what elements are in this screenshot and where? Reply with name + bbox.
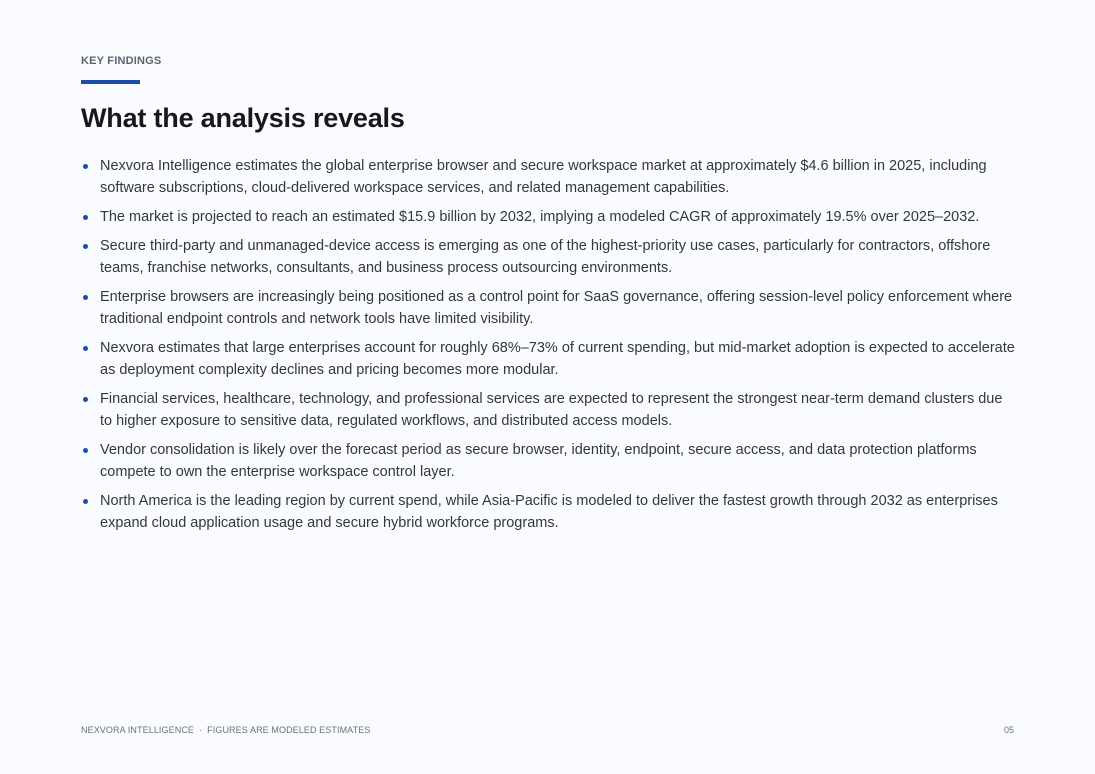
bullet-icon <box>83 244 88 249</box>
bullet-icon <box>83 295 88 300</box>
finding-text: Secure third-party and unmanaged-device access is emerging as one of the highest-priority use cases, particularly for contractors, offshore teams, franchise networks, consultants, and business process outsourcing environments. <box>100 238 991 276</box>
footer-note: FIGURES ARE MODELED ESTIMATES <box>207 725 371 735</box>
finding-text: North America is the leading region by current spend, while Asia-Pacific is modeled to deliver the fastest growth through 2032 as enterprises expand cloud application usage and secure hybrid workforce programs. <box>100 493 998 531</box>
section-accent-rule <box>81 80 140 84</box>
bullet-icon <box>83 215 88 220</box>
bullet-icon <box>83 164 88 169</box>
page-number: 05 <box>1003 725 1014 735</box>
finding-text: Nexvora Intelligence estimates the global enterprise browser and secure workspace market at approximately $4.6 billion in 2025, including software subscriptions, cloud-delivered workspace services, and related management capabilities. <box>100 158 987 196</box>
bullet-icon <box>83 346 88 351</box>
bullet-icon <box>83 499 88 504</box>
finding-item <box>81 337 1016 381</box>
finding-text: Enterprise browsers are increasingly being positioned as a control point for SaaS governance, offering session-level policy enforcement where traditional endpoint controls and network tools have limited visibility. <box>100 289 1013 327</box>
finding-item <box>81 235 1016 279</box>
finding-text: Vendor consolidation is likely over the forecast period as secure browser, identity, endpoint, secure access, and data protection platforms compete to own the enterprise workspace control layer. <box>100 442 977 480</box>
section-label: KEY FINDINGS <box>81 55 162 67</box>
finding-item <box>81 439 1016 483</box>
finding-item <box>81 155 1016 199</box>
bullet-icon <box>83 397 88 402</box>
finding-item <box>81 490 1016 534</box>
findings-list <box>81 155 1016 541</box>
finding-item <box>81 206 1016 228</box>
bullet-icon <box>83 448 88 453</box>
page-title: What the analysis reveals <box>81 103 405 133</box>
footer-credit <box>81 725 370 735</box>
finding-text: Financial services, healthcare, technology, and professional services are expected to represent the strongest near-term demand clusters due to higher exposure to sensitive data, regulated workflows, and distributed access models. <box>100 391 1003 429</box>
footer-brand: NEXVORA INTELLIGENCE <box>81 725 195 735</box>
footer-separator: · <box>199 725 203 735</box>
finding-item <box>81 388 1016 432</box>
finding-text: The market is projected to reach an estimated $15.9 billion by 2032, implying a modeled CAGR of approximately 19.5% over 2025–2032. <box>100 209 980 225</box>
finding-item <box>81 286 1016 330</box>
finding-text: Nexvora estimates that large enterprises account for roughly 68%–73% of current spending, but mid-market adoption is expected to accelerate as deployment complexity declines and pricing becomes more modular. <box>100 340 1015 378</box>
